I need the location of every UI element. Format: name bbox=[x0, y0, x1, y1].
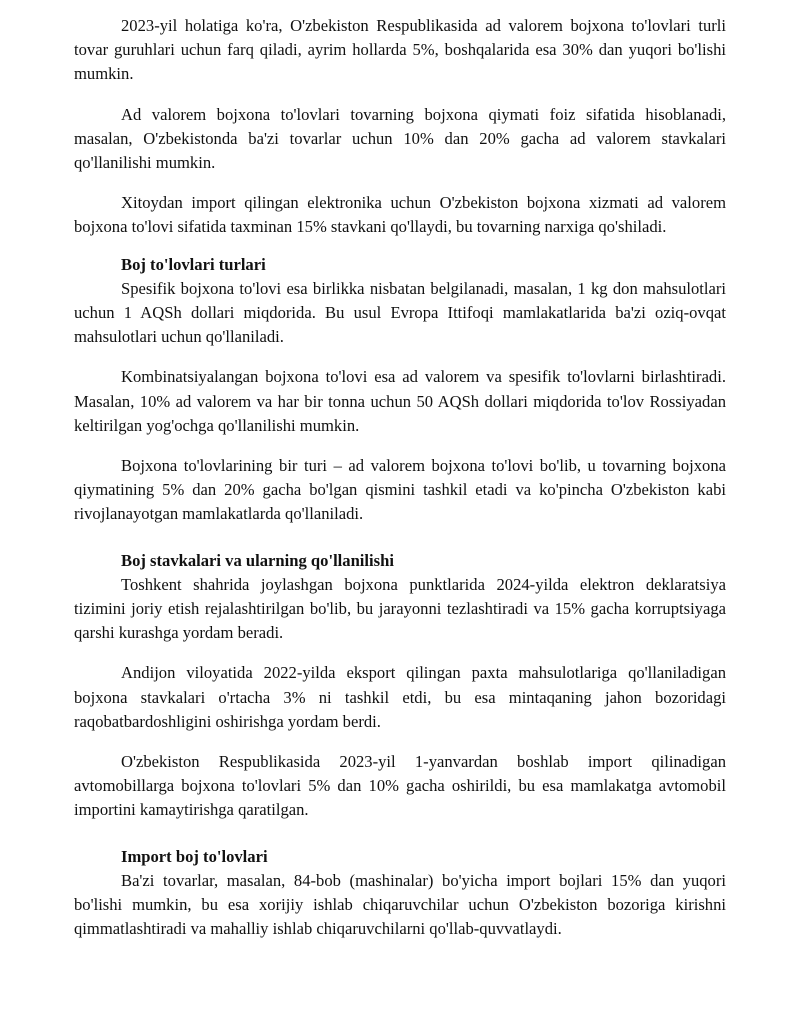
paragraph: Andijon viloyatida 2022-yilda eksport qilingan paxta mahsulotlariga qo'llaniladigan bojxona stavkalari o'rtacha 3% ni tashkil etdi, bu esa mintaqaning jahon bozoridagi raqobatbardoshligini oshirishga yordam berdi. bbox=[74, 663, 726, 731]
section-heading: Boj to'lovlari turlari bbox=[121, 254, 266, 274]
paragraph: Kombinatsiyalangan bojxona to'lovi esa ad valorem va spesifik to'lovlarni birlashtiradi. Masalan, 10% ad valorem va har bir tonna uchun 50 AQSh dollari miqdorida to'lov Rossiyadan keltirilgan yog'ochga qo'llanilishi mumkin. bbox=[74, 367, 726, 435]
section-heading: Boj stavkalari va ularning qo'llanilishi bbox=[121, 550, 394, 570]
paragraph: 2023-yil holatiga ko'ra, O'zbekiston Respublikasida ad valorem bojxona to'lovlari turli tovar guruhlari uchun farq qiladi, ayrim hollarda 5%, boshqalarida esa 30% dan yuqori bo'lishi mumkin. bbox=[74, 16, 726, 84]
paragraph: Toshkent shahrida joylashgan bojxona punktlarida 2024-yilda elektron deklaratsiya tizimini joriy etish rejalashtirilgan bo'lib, bu jarayonni tezlashtiradi va 15% gacha korruptsiyaga qarshi kurashga yordam beradi. bbox=[74, 574, 726, 643]
paragraph: Xitoydan import qilingan elektronika uchun O'zbekiston bojxona xizmati ad valorem bojxona to'lovi sifatida taxminan 15% stavkani qo'llaydi, bu tovarning narxiga qo'shiladi. bbox=[74, 193, 726, 237]
paragraph: Bojxona to'lovlarining bir turi – ad valorem bojxona to'lovi bo'lib, u tovarning bojxona qiymatining 5% dan 20% gacha bo'lgan qismini tashkil etadi va ko'pincha O'zbekiston kabi rivojlanayotgan mamlakatlarda qo'llaniladi. bbox=[74, 456, 726, 524]
paragraph: Ad valorem bojxona to'lovlari tovarning bojxona qiymati foiz sifatida hisoblanadi, masalan, O'zbekistonda ba'zi tovarlar uchun 10% dan 20% gacha ad valorem stavkalari qo'llanilishi mumkin. bbox=[74, 104, 726, 173]
section-heading: Import boj to'lovlari bbox=[121, 846, 268, 866]
document-page bbox=[74, 14, 726, 942]
paragraph: Spesifik bojxona to'lovi esa birlikka nisbatan belgilanadi, masalan, 1 kg don mahsulotlari uchun 1 AQSh dollari miqdorida. Bu usul Evropa Ittifoqi mamlakatlarida ba'zi oziq-ovqat mahsulotlari uchun qo'llaniladi. bbox=[74, 278, 726, 347]
paragraph: O'zbekiston Respublikasida 2023-yil 1-yanvardan boshlab import qilinadigan avtomobillarga bojxona to'lovlari 5% dan 10% gacha oshirildi, bu esa mamlakatga avtomobil importini kamaytirishga qaratilgan. bbox=[74, 752, 726, 820]
paragraph: Ba'zi tovarlar, masalan, 84-bob (mashinalar) bo'yicha import bojlari 15% dan yuqori bo'lishi mumkin, bu esa xorijiy ishlab chiqaruvchilar uchun O'zbekiston bozoriga kirishni qimmatlashtiradi va mahalliy ishlab chiqaruvchilarni qo'llab-quvvatlaydi. bbox=[74, 870, 726, 939]
